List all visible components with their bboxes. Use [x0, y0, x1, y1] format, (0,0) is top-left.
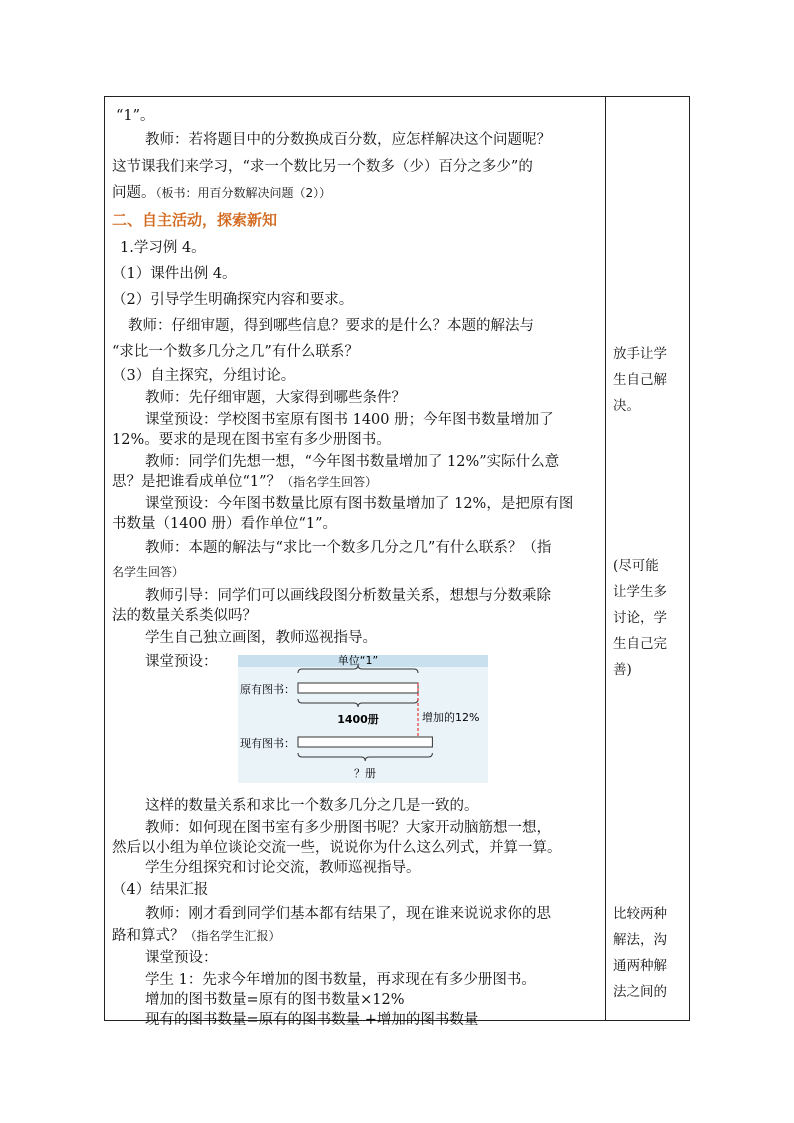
- line-text: 课堂预设：学校图书室原有图书 1400 册；今年图书数量增加了: [145, 412, 554, 428]
- column-divider: [605, 96, 606, 1021]
- side-note-line: 决。: [613, 398, 640, 414]
- line-note: 名学生回答）: [112, 565, 185, 579]
- line-text: 路和算式？: [112, 928, 185, 944]
- original-value: 1400册: [337, 713, 379, 726]
- text-line: [145, 538, 551, 558]
- line-text: 12%。要求的是现在图书室有多少册图书。: [112, 432, 391, 448]
- line-text: 课堂预设：: [145, 654, 218, 670]
- segment-diagram: [238, 655, 488, 785]
- line-text: 学生分组探究和讨论交流，教师巡视指导。: [145, 860, 421, 876]
- current-bar: [298, 737, 432, 747]
- increase-label: 增加的12%: [422, 711, 480, 724]
- line-text: （3）自主探究，分组讨论。: [112, 368, 296, 384]
- line-text: 现有的图书数量=原有的图书数量 +增加的图书数量: [145, 1012, 479, 1028]
- text-line: [145, 628, 377, 648]
- side-note-line: 生自己解: [613, 372, 667, 388]
- text-line: [112, 562, 184, 582]
- original-label: 原有图书：: [240, 683, 295, 696]
- text-line: [145, 948, 218, 968]
- side-note-line: 法之间的: [613, 984, 667, 1000]
- line-text: 这节课我们来学习，“求一个数比另一个数多（少）百分之多少”的: [112, 159, 533, 175]
- side-note-line: 通两种解: [613, 958, 667, 974]
- text-line: [145, 388, 406, 408]
- line-note: （指名学生回答）: [281, 475, 378, 489]
- text-line: [145, 1010, 478, 1030]
- text-line: [145, 904, 551, 924]
- line-text: 增加的图书数量=原有的图书数量×12%: [145, 992, 405, 1008]
- text-line: [112, 183, 331, 203]
- side-note-line: 生自己完: [613, 636, 667, 652]
- text-line: [112, 514, 337, 534]
- line-text: 书数量（1400 册）看作单位“1”。: [112, 516, 338, 532]
- text-line: [145, 858, 421, 878]
- line-text: 二、自主活动，探索新知: [112, 211, 278, 229]
- text-line: [112, 290, 353, 310]
- text-line: [112, 430, 391, 450]
- text-line: [145, 970, 536, 990]
- text-line: [112, 342, 359, 362]
- text-line: [145, 452, 559, 472]
- text-line: [145, 130, 551, 150]
- side-note-line: 放手让学: [613, 346, 667, 362]
- text-line: [145, 818, 551, 838]
- text-line: [145, 990, 405, 1010]
- line-text: 问题。: [112, 185, 156, 201]
- line-text: 教师：同学们先想一想，“今年图书数量增加了 12%”实际什么意: [145, 454, 560, 470]
- line-text: 课堂预设：今年图书数量比原有图书数量增加了 12%，是把原有图: [145, 496, 574, 512]
- line-text: 教师：刚才看到同学们基本都有结果了，现在谁来说说求你的思: [145, 906, 551, 922]
- line-text: 教师：本题的解法与“求比一个数多几分之几”有什么联系？（指: [145, 540, 552, 556]
- line-text: 法的数量关系类似吗？: [112, 608, 257, 624]
- text-line: [120, 238, 206, 258]
- text-line: [112, 366, 295, 386]
- text-line: [112, 926, 281, 946]
- side-note-line: 讨论，学: [613, 610, 667, 626]
- text-line: [112, 472, 377, 492]
- line-text: 学生 1：先求今年增加的图书数量，再求现在有多少册图书。: [145, 972, 536, 988]
- line-text: 教师：先仔细审题，大家得到哪些条件？: [145, 390, 406, 406]
- line-text: “1”。: [116, 108, 155, 124]
- text-line: [112, 157, 533, 177]
- line-text: 1.学习例 4。: [120, 240, 206, 256]
- line-text: （2）引导学生明确探究内容和要求。: [112, 292, 354, 308]
- line-note: （板书：用百分数解决问题（2））: [155, 186, 332, 200]
- line-note: （指名学生汇报）: [184, 929, 281, 943]
- text-line: [112, 838, 562, 858]
- line-text: 课堂预设：: [145, 950, 218, 966]
- side-note-line: 让学生多: [613, 584, 667, 600]
- text-line: [112, 606, 257, 626]
- text-line: [145, 494, 573, 514]
- current-label: 现有图书：: [240, 737, 295, 750]
- text-line: [112, 264, 237, 284]
- line-text: 教师：如何现在图书室有多少册图书呢？大家开动脑筋想一想，: [145, 820, 551, 836]
- text-line: [145, 796, 479, 816]
- text-line: [112, 880, 208, 900]
- unit-label: 单位“1”: [337, 655, 379, 667]
- text-line: [116, 106, 155, 126]
- line-text: 然后以小组为单位谈论交流一些，说说你为什么这么列式，并算一算。: [112, 840, 562, 856]
- text-line: [145, 586, 551, 606]
- line-text: （4）结果汇报: [112, 882, 209, 898]
- line-text: （1）课件出例 4。: [112, 266, 237, 282]
- line-text: 教师引导：同学们可以画线段图分析数量关系，想想与分数乘除: [145, 588, 551, 604]
- current-value: ？册: [354, 767, 376, 780]
- side-note-line: 善): [613, 662, 632, 678]
- line-text: 教师：若将题目中的分数换成百分数，应怎样解决这个问题呢？: [145, 132, 551, 148]
- line-text: 教师：仔细审题，得到哪些信息？要求的是什么？本题的解法与: [128, 318, 534, 334]
- side-note-line: 比较两种: [613, 906, 667, 922]
- original-bar: [298, 683, 418, 693]
- line-text: “求比一个数多几分之几”有什么联系？: [112, 344, 359, 360]
- text-line: [145, 652, 218, 672]
- text-line: [128, 316, 534, 336]
- line-text: 思？是把谁看成单位“1”？: [112, 474, 282, 490]
- line-text: 这样的数量关系和求比一个数多几分之几是一致的。: [145, 798, 479, 814]
- side-note-line: 解法，沟: [613, 932, 667, 948]
- side-note-line: (尽可能: [613, 558, 659, 574]
- line-text: 学生自己独立画图，教师巡视指导。: [145, 630, 377, 646]
- section-heading: [112, 210, 277, 230]
- text-line: [145, 410, 554, 430]
